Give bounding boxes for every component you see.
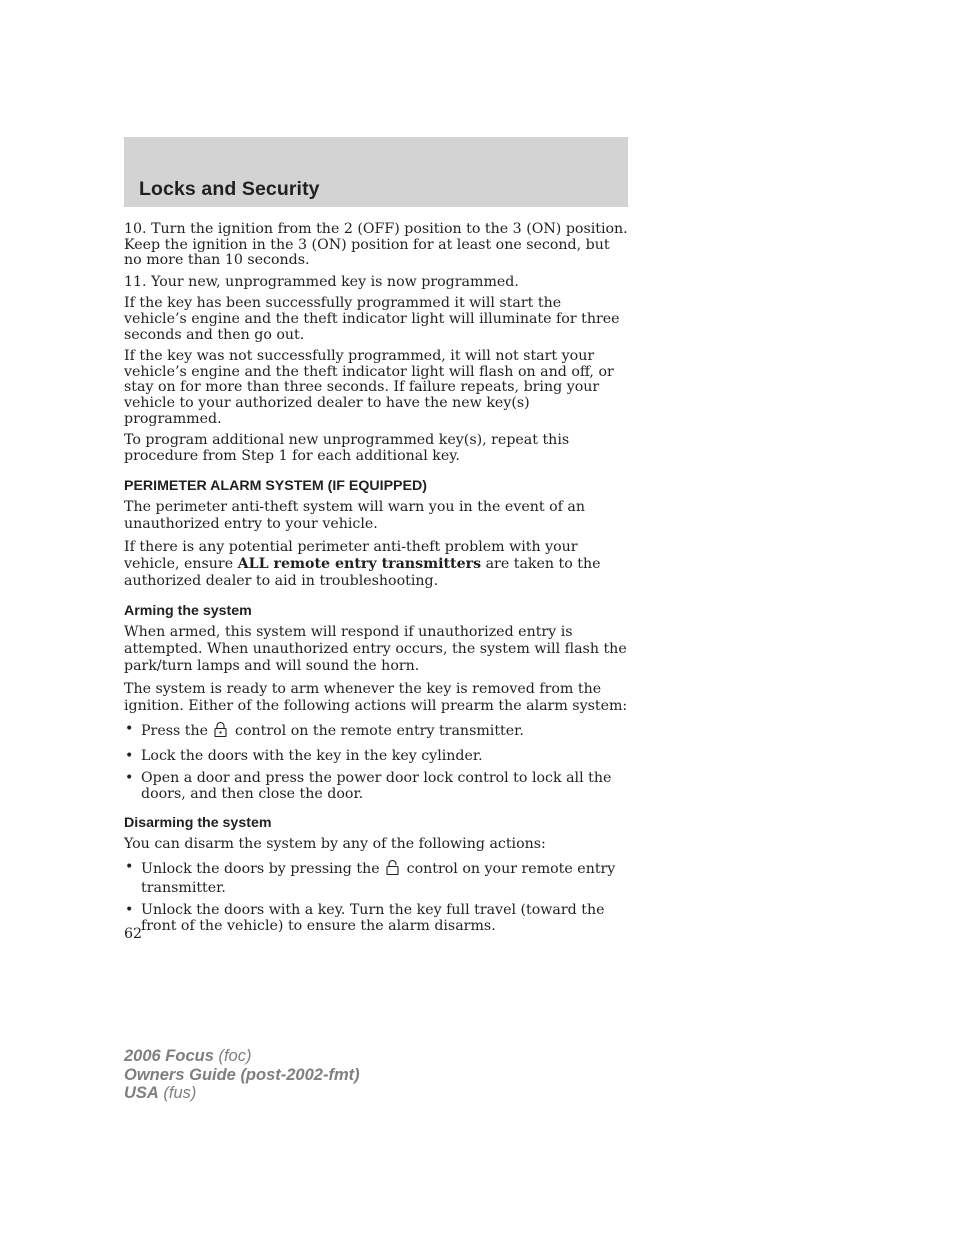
- page-content: [124, 222, 628, 940]
- lock-icon: [212, 721, 229, 742]
- arming-heading: Arming the system: [124, 603, 252, 620]
- unlock-icon: [384, 859, 401, 880]
- disarming-list: [124, 859, 628, 934]
- paragraph-additional-keys: To program additional new unprogrammed key(s), repeat this procedure from Step 1 for each additional key.: [124, 432, 570, 464]
- disarming-paragraph-1: You can disarm the system by any of the following actions:: [124, 836, 546, 853]
- perimeter-paragraph-1: The perimeter anti-theft system will warn you in the event of an unauthorized entry to your vehicle.: [124, 499, 585, 533]
- section-title: Locks and Security: [139, 178, 320, 200]
- arming-paragraph-2: The system is ready to arm whenever the key is removed from the ignition. Either of the following actions will prearm the alarm system:: [124, 681, 628, 715]
- disarming-heading: Disarming the system: [124, 815, 272, 832]
- list-item: • Lock the doors with the key in the key cylinder.: [125, 748, 483, 765]
- footer-line-model: 2006 Focus (foc): [124, 1047, 252, 1065]
- footer-line-market: USA (fus): [124, 1084, 197, 1102]
- paragraph-success: If the key has been successfully programmed it will start the vehicle’s engine and the theft indicator light will illuminate for three seconds and then go out.: [124, 295, 620, 343]
- step-10: 10. Turn the ignition from the 2 (OFF) position to the 3 (ON) position. Keep the ignition in the 3 (ON) position for at least one second, but no more than 10 seconds.: [124, 221, 628, 269]
- perimeter-alarm-heading: PERIMETER ALARM SYSTEM (IF EQUIPPED): [124, 478, 427, 495]
- emphasis-transmitters: ALL remote entry transmitters: [237, 556, 482, 573]
- perimeter-paragraph-2: If there is any potential perimeter anti-theft problem with your vehicle, ensure ALL remote entry transmitters are taken to the authorized dealer to aid in troubleshooting.: [124, 539, 601, 590]
- paragraph-failure: If the key was not successfully programmed, it will not start your vehicle’s engine and the theft indicator light will flash on and off, or stay on for more than three seconds. If failure repeats, bring your vehicle to your authorized dealer to have the new key(s) programmed.: [124, 348, 614, 427]
- list-item: • Unlock the doors with a key. Turn the key full travel (toward the front of the vehicle) to ensure the alarm disarms.: [125, 902, 605, 935]
- list-item: • Press the control on the remote entry transmitter.: [124, 721, 628, 742]
- list-item: • Open a door and press the power door lock control to lock all the doors, and then close the door.: [125, 770, 612, 803]
- arming-paragraph-1: When armed, this system will respond if unauthorized entry is attempted. When unauthorized entry occurs, the system will flash the park/turn lamps and will sound the horn.: [124, 624, 627, 675]
- document-footer: [124, 1047, 360, 1103]
- page-number: 62: [124, 926, 143, 942]
- section-header-band: [124, 137, 628, 207]
- footer-line-guide: Owners Guide (post-2002-fmt): [124, 1065, 360, 1084]
- list-item: • Unlock the doors by pressing the control on your remote entry transmitter.: [125, 859, 616, 897]
- arming-list: [124, 721, 628, 802]
- step-11: 11. Your new, unprogrammed key is now programmed.: [124, 273, 519, 290]
